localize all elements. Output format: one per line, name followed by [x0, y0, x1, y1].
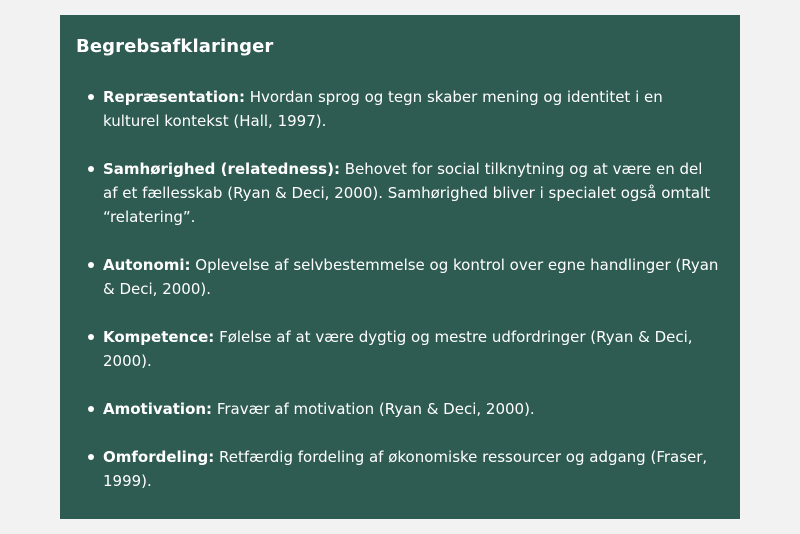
definitions-card	[60, 15, 740, 519]
definition-item-redistribution	[103, 445, 724, 493]
definition-item-representation	[103, 85, 724, 133]
definition-term: Autonomi:	[103, 256, 191, 274]
definition-text: Oplevelse af selvbestemmelse og kontrol over egne handlinger (Ryan & Deci, 2000).	[103, 256, 719, 298]
bullet-icon	[88, 262, 94, 268]
definition-term: Amotivation:	[103, 400, 213, 418]
definition-term: Samhørighed (relatedness):	[103, 160, 340, 178]
bullet-icon	[88, 406, 94, 412]
definition-text: Hvordan sprog og tegn skaber mening og identitet i en kulturel kontekst (Hall, 1997).	[103, 88, 663, 130]
definition-text: Behovet for social tilknytning og at være en del af et fællesskab (Ryan & Deci, 2000). Samhørighed bliver i specialet også omtalt “relatering”.	[103, 160, 711, 226]
definition-item-autonomy	[103, 253, 724, 301]
definition-term: Omfordeling:	[103, 448, 215, 466]
definition-text: Følelse af at være dygtig og mestre udfordringer (Ryan & Deci, 2000).	[103, 328, 693, 370]
definition-text: Fravær af motivation (Ryan & Deci, 2000).	[212, 400, 535, 418]
definition-term: Kompetence:	[103, 328, 215, 346]
bullet-icon	[88, 166, 94, 172]
definition-item-relatedness	[103, 157, 724, 229]
definition-term: Repræsentation:	[103, 88, 245, 106]
definition-item-competence	[103, 325, 724, 373]
bullet-icon	[88, 334, 94, 340]
definition-item-amotivation	[103, 397, 724, 421]
bullet-icon	[88, 94, 94, 100]
definitions-list	[76, 85, 724, 493]
definition-text: Retfærdig fordeling af økonomiske ressourcer og adgang (Fraser, 1999).	[103, 448, 708, 490]
section-title: Begrebsafklaringer	[76, 36, 274, 57]
bullet-icon	[88, 454, 94, 460]
